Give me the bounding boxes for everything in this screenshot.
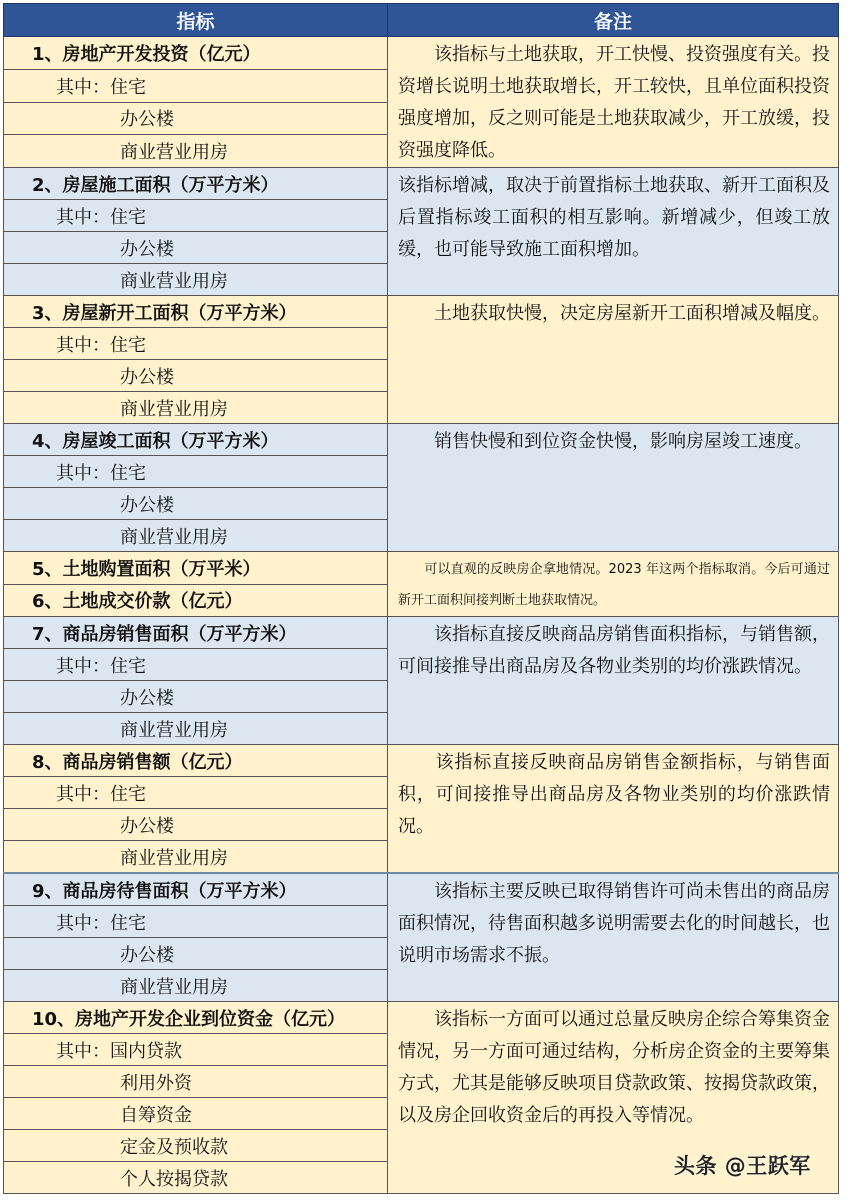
sub-indicator: 商业营业用房 <box>4 264 388 296</box>
indicator-note: 该指标与土地获取，开工快慢、投资强度有关。投资增长说明土地获取增长，开工较快，且单位面积投资强度增加，反之则可能是土地获取减少，开工放缓，投资强度降低。 <box>388 37 839 168</box>
sub-indicator: 其中：住宅 <box>4 906 388 938</box>
sub-indicator: 办公楼 <box>4 488 388 520</box>
sub-indicator: 商业营业用房 <box>4 970 388 1002</box>
indicator-title: 7、商品房销售面积（万平方米） <box>4 617 388 649</box>
sub-indicator: 其中：国内贷款 <box>4 1034 388 1066</box>
header-row <box>4 4 839 37</box>
watermark-text: 头条 @王跃军 <box>674 1154 811 1178</box>
sub-indicator: 其中：住宅 <box>4 69 388 102</box>
table-row <box>4 168 839 200</box>
table-row <box>4 424 839 456</box>
sub-indicator: 其中：住宅 <box>4 200 388 232</box>
sub-indicator: 其中：住宅 <box>4 328 388 360</box>
indicator-note: 销售快慢和到位资金快慢，影响房屋竣工速度。 <box>388 424 839 552</box>
indicator-note: 可以直观的反映房企拿地情况。2023 年这两个指标取消。今后可通过新开工面积间接判断土地获取情况。 <box>388 552 839 617</box>
watermark <box>674 1150 811 1180</box>
sub-indicator: 自筹资金 <box>4 1098 388 1130</box>
sub-indicator: 办公楼 <box>4 102 388 135</box>
sub-indicator: 商业营业用房 <box>4 713 388 745</box>
indicator-note: 该指标直接反映商品房销售金额指标，与销售面积，可间接推导出商品房及各物业类别的均价涨跌情况。 <box>388 745 839 874</box>
sub-indicator: 商业营业用房 <box>4 392 388 424</box>
indicator-title: 2、房屋施工面积（万平方米） <box>4 168 388 200</box>
sub-indicator: 办公楼 <box>4 232 388 264</box>
sub-indicator: 商业营业用房 <box>4 520 388 552</box>
table-row <box>4 37 839 70</box>
indicator-note: 该指标一方面可以通过总量反映房企综合筹集资金情况，另一方面可通过结构，分析房企资金的主要筹集方式，尤其是能够反映项目贷款政策、按揭贷款政策，以及房企回收资金后的再投入等情况。 <box>388 1002 839 1194</box>
sub-indicator: 办公楼 <box>4 681 388 713</box>
sub-indicator: 定金及预收款 <box>4 1130 388 1162</box>
table-row <box>4 296 839 328</box>
indicator-note: 该指标增减，取决于前置指标土地获取、新开工面积及后置指标竣工面积的相互影响。新增减少，但竣工放缓，也可能导致施工面积增加。 <box>388 168 839 296</box>
indicator-title: 3、房屋新开工面积（万平方米） <box>4 296 388 328</box>
sub-indicator: 其中：住宅 <box>4 777 388 809</box>
indicator-note: 土地获取快慢，决定房屋新开工面积增减及幅度。 <box>388 296 839 424</box>
table-row <box>4 745 839 777</box>
indicator-title: 1、房地产开发投资（亿元） <box>4 37 388 70</box>
indicator-note: 该指标直接反映商品房销售面积指标，与销售额，可间接推导出商品房及各物业类别的均价涨跌情况。 <box>388 617 839 745</box>
header-indicator: 指标 <box>4 4 388 37</box>
table-row <box>4 552 839 585</box>
indicator-note: 该指标主要反映已取得销售许可尚未售出的商品房面积情况，待售面积越多说明需要去化的时间越长，也说明市场需求不振。 <box>388 873 839 1002</box>
sub-indicator: 办公楼 <box>4 938 388 970</box>
sub-indicator: 办公楼 <box>4 809 388 841</box>
indicator-title: 6、土地成交价款（亿元） <box>4 584 388 617</box>
sub-indicator: 商业营业用房 <box>4 841 388 874</box>
indicator-title: 8、商品房销售额（亿元） <box>4 745 388 777</box>
table-row <box>4 1002 839 1034</box>
indicator-title: 10、房地产开发企业到位资金（亿元） <box>4 1002 388 1034</box>
sub-indicator: 其中：住宅 <box>4 649 388 681</box>
table-row <box>4 617 839 649</box>
indicator-title: 9、商品房待售面积（万平方米） <box>4 873 388 906</box>
sub-indicator: 利用外资 <box>4 1066 388 1098</box>
sub-indicator: 商业营业用房 <box>4 135 388 168</box>
indicator-table <box>3 3 839 1194</box>
sub-indicator: 个人按揭贷款 <box>4 1162 388 1194</box>
indicator-title: 5、土地购置面积（万平米） <box>4 552 388 585</box>
sub-indicator: 其中：住宅 <box>4 456 388 488</box>
sub-indicator: 办公楼 <box>4 360 388 392</box>
indicator-title: 4、房屋竣工面积（万平方米） <box>4 424 388 456</box>
header-notes: 备注 <box>388 4 839 37</box>
table-row <box>4 873 839 906</box>
